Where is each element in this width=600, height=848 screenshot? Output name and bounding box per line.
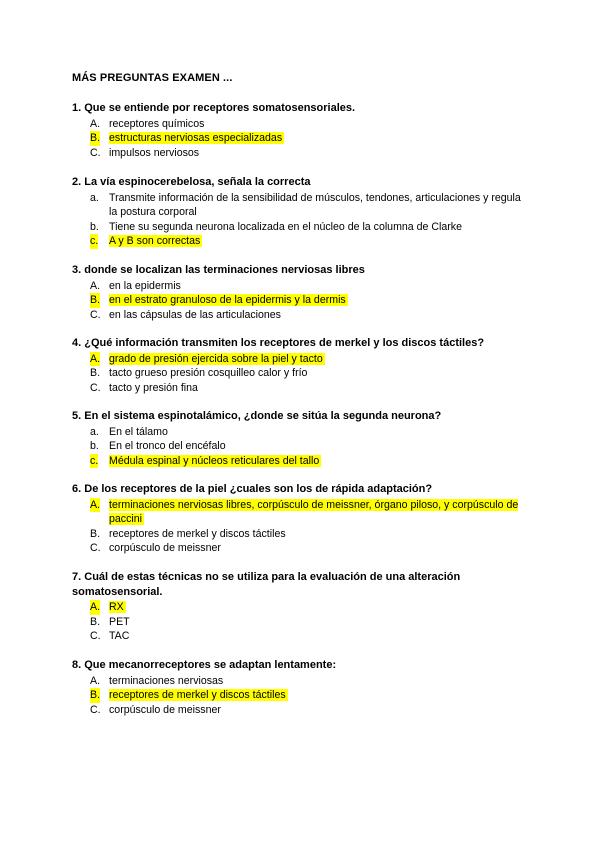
option-text: receptores químicos (109, 117, 205, 130)
question-3 (72, 263, 528, 322)
option-item-correct (72, 454, 528, 469)
option-item-correct (72, 131, 528, 146)
option-text: estructuras nerviosas especializadas (109, 132, 283, 145)
option-text: RX (109, 601, 124, 614)
option-text: en la epidermis (109, 279, 181, 292)
option-item (72, 629, 528, 644)
option-letter: A. (90, 601, 101, 614)
option-text: corpúsculo de meissner (109, 542, 221, 555)
option-letter: C. (90, 542, 101, 555)
option-text: corpúsculo de meissner (109, 703, 221, 716)
question-text (72, 570, 528, 599)
question-7 (72, 570, 528, 644)
option-item (72, 527, 528, 542)
question-2 (72, 175, 528, 249)
option-item (72, 146, 528, 161)
option-item-correct (72, 352, 528, 367)
option-letter: C. (90, 630, 101, 643)
option-letter: c. (90, 235, 99, 248)
option-letter: b. (90, 440, 99, 453)
option-item (72, 541, 528, 556)
question-text (72, 101, 528, 116)
question-5 (72, 409, 528, 468)
question-text (72, 263, 528, 278)
option-list (72, 279, 528, 323)
option-letter: C. (90, 381, 101, 394)
question-number: 8. (72, 659, 82, 671)
option-letter: c. (90, 454, 99, 467)
option-item-correct (72, 688, 528, 703)
question-text (72, 482, 528, 497)
question-8 (72, 658, 528, 717)
option-text: TAC (109, 630, 130, 643)
question-label: donde se localizan las terminaciones nerviosas libres (84, 264, 365, 276)
option-list (72, 600, 528, 644)
question-text (72, 336, 528, 351)
option-text: En el tronco del encéfalo (109, 440, 226, 453)
option-list (72, 674, 528, 718)
option-list (72, 191, 528, 249)
question-label: Que mecanorreceptores se adaptan lentamente: (84, 659, 337, 671)
question-text (72, 409, 528, 424)
question-label: La vía espinocerebelosa, señala la correcta (84, 176, 311, 188)
question-number: 3. (72, 264, 82, 276)
option-text: terminaciones nerviosas (109, 674, 224, 687)
option-item (72, 381, 528, 396)
question-number: 4. (72, 337, 82, 349)
option-list (72, 117, 528, 161)
option-item (72, 366, 528, 381)
option-letter: B. (90, 615, 101, 628)
question-label: De los receptores de la piel ¿cuales son los de rápida adaptación? (84, 483, 433, 495)
option-letter: B. (90, 132, 101, 145)
option-item (72, 674, 528, 689)
option-item (72, 191, 528, 220)
option-text: receptores de merkel y discos táctiles (109, 527, 286, 540)
option-item (72, 439, 528, 454)
option-text: Tiene su segunda neurona localizada en el núcleo de la columna de Clarke (109, 220, 462, 233)
option-letter: C. (90, 146, 101, 159)
option-item (72, 703, 528, 718)
option-list (72, 352, 528, 396)
option-letter: B. (90, 367, 101, 380)
option-text: Médula espinal y núcleos reticulares del tallo (109, 454, 320, 467)
option-text: terminaciones nerviosas libres, corpúsculo de meissner, órgano piloso, y corpúsculo de paccini (109, 498, 519, 526)
option-item-correct (72, 498, 528, 527)
option-letter: B. (90, 527, 101, 540)
option-letter: C. (90, 703, 101, 716)
option-text: en las cápsulas de las articulaciones (109, 308, 281, 321)
option-text: tacto y presión fina (109, 381, 198, 394)
option-letter: a. (90, 191, 99, 204)
option-item-correct (72, 293, 528, 308)
option-letter: A. (90, 279, 101, 292)
option-letter: A. (90, 674, 101, 687)
question-number: 5. (72, 410, 82, 422)
option-item (72, 308, 528, 323)
option-letter: A. (90, 498, 101, 511)
question-number: 2. (72, 176, 82, 188)
question-number: 7. (72, 571, 82, 583)
option-letter: b. (90, 220, 99, 233)
document-title: MÁS PREGUNTAS EXAMEN ... (72, 72, 233, 84)
question-label: Cuál de estas técnicas no se utiliza para la evaluación de una alteración somatosensorial. (72, 571, 461, 598)
question-4 (72, 336, 528, 395)
question-1 (72, 101, 528, 160)
option-letter: a. (90, 425, 99, 438)
option-text: tacto grueso presión cosquilleo calor y frío (109, 367, 308, 380)
option-list (72, 498, 528, 556)
question-label: En el sistema espinotalámico, ¿donde se sitúa la segunda neurona? (84, 410, 442, 422)
question-text (72, 175, 528, 190)
question-label: ¿Qué información transmiten los receptores de merkel y los discos táctiles? (84, 337, 485, 349)
option-letter: B. (90, 689, 101, 702)
option-item (72, 117, 528, 132)
question-6 (72, 482, 528, 556)
option-item (72, 615, 528, 630)
option-text: receptores de merkel y discos táctiles (109, 689, 286, 702)
option-letter: C. (90, 308, 101, 321)
question-text (72, 658, 528, 673)
option-item (72, 279, 528, 294)
option-item-correct (72, 234, 528, 249)
option-text: PET (109, 615, 130, 628)
option-text: grado de presión ejercida sobre la piel y tacto (109, 352, 323, 365)
option-letter: B. (90, 294, 101, 307)
question-number: 1. (72, 102, 82, 114)
option-letter: A. (90, 352, 101, 365)
question-label: Que se entiende por receptores somatosensoriales. (84, 102, 356, 114)
option-text: Transmite información de la sensibilidad de músculos, tendones, articulaciones y regula la postura corporal (109, 191, 521, 219)
option-text: En el tálamo (109, 425, 168, 438)
option-item (72, 425, 528, 440)
option-text: A y B son correctas (109, 235, 201, 248)
option-text: impulsos nerviosos (109, 146, 200, 159)
question-number: 6. (72, 483, 82, 495)
option-item-correct (72, 600, 528, 615)
option-letter: A. (90, 117, 101, 130)
option-list (72, 425, 528, 469)
option-item (72, 220, 528, 235)
option-text: en el estrato granuloso de la epidermis y la dermis (109, 294, 346, 307)
